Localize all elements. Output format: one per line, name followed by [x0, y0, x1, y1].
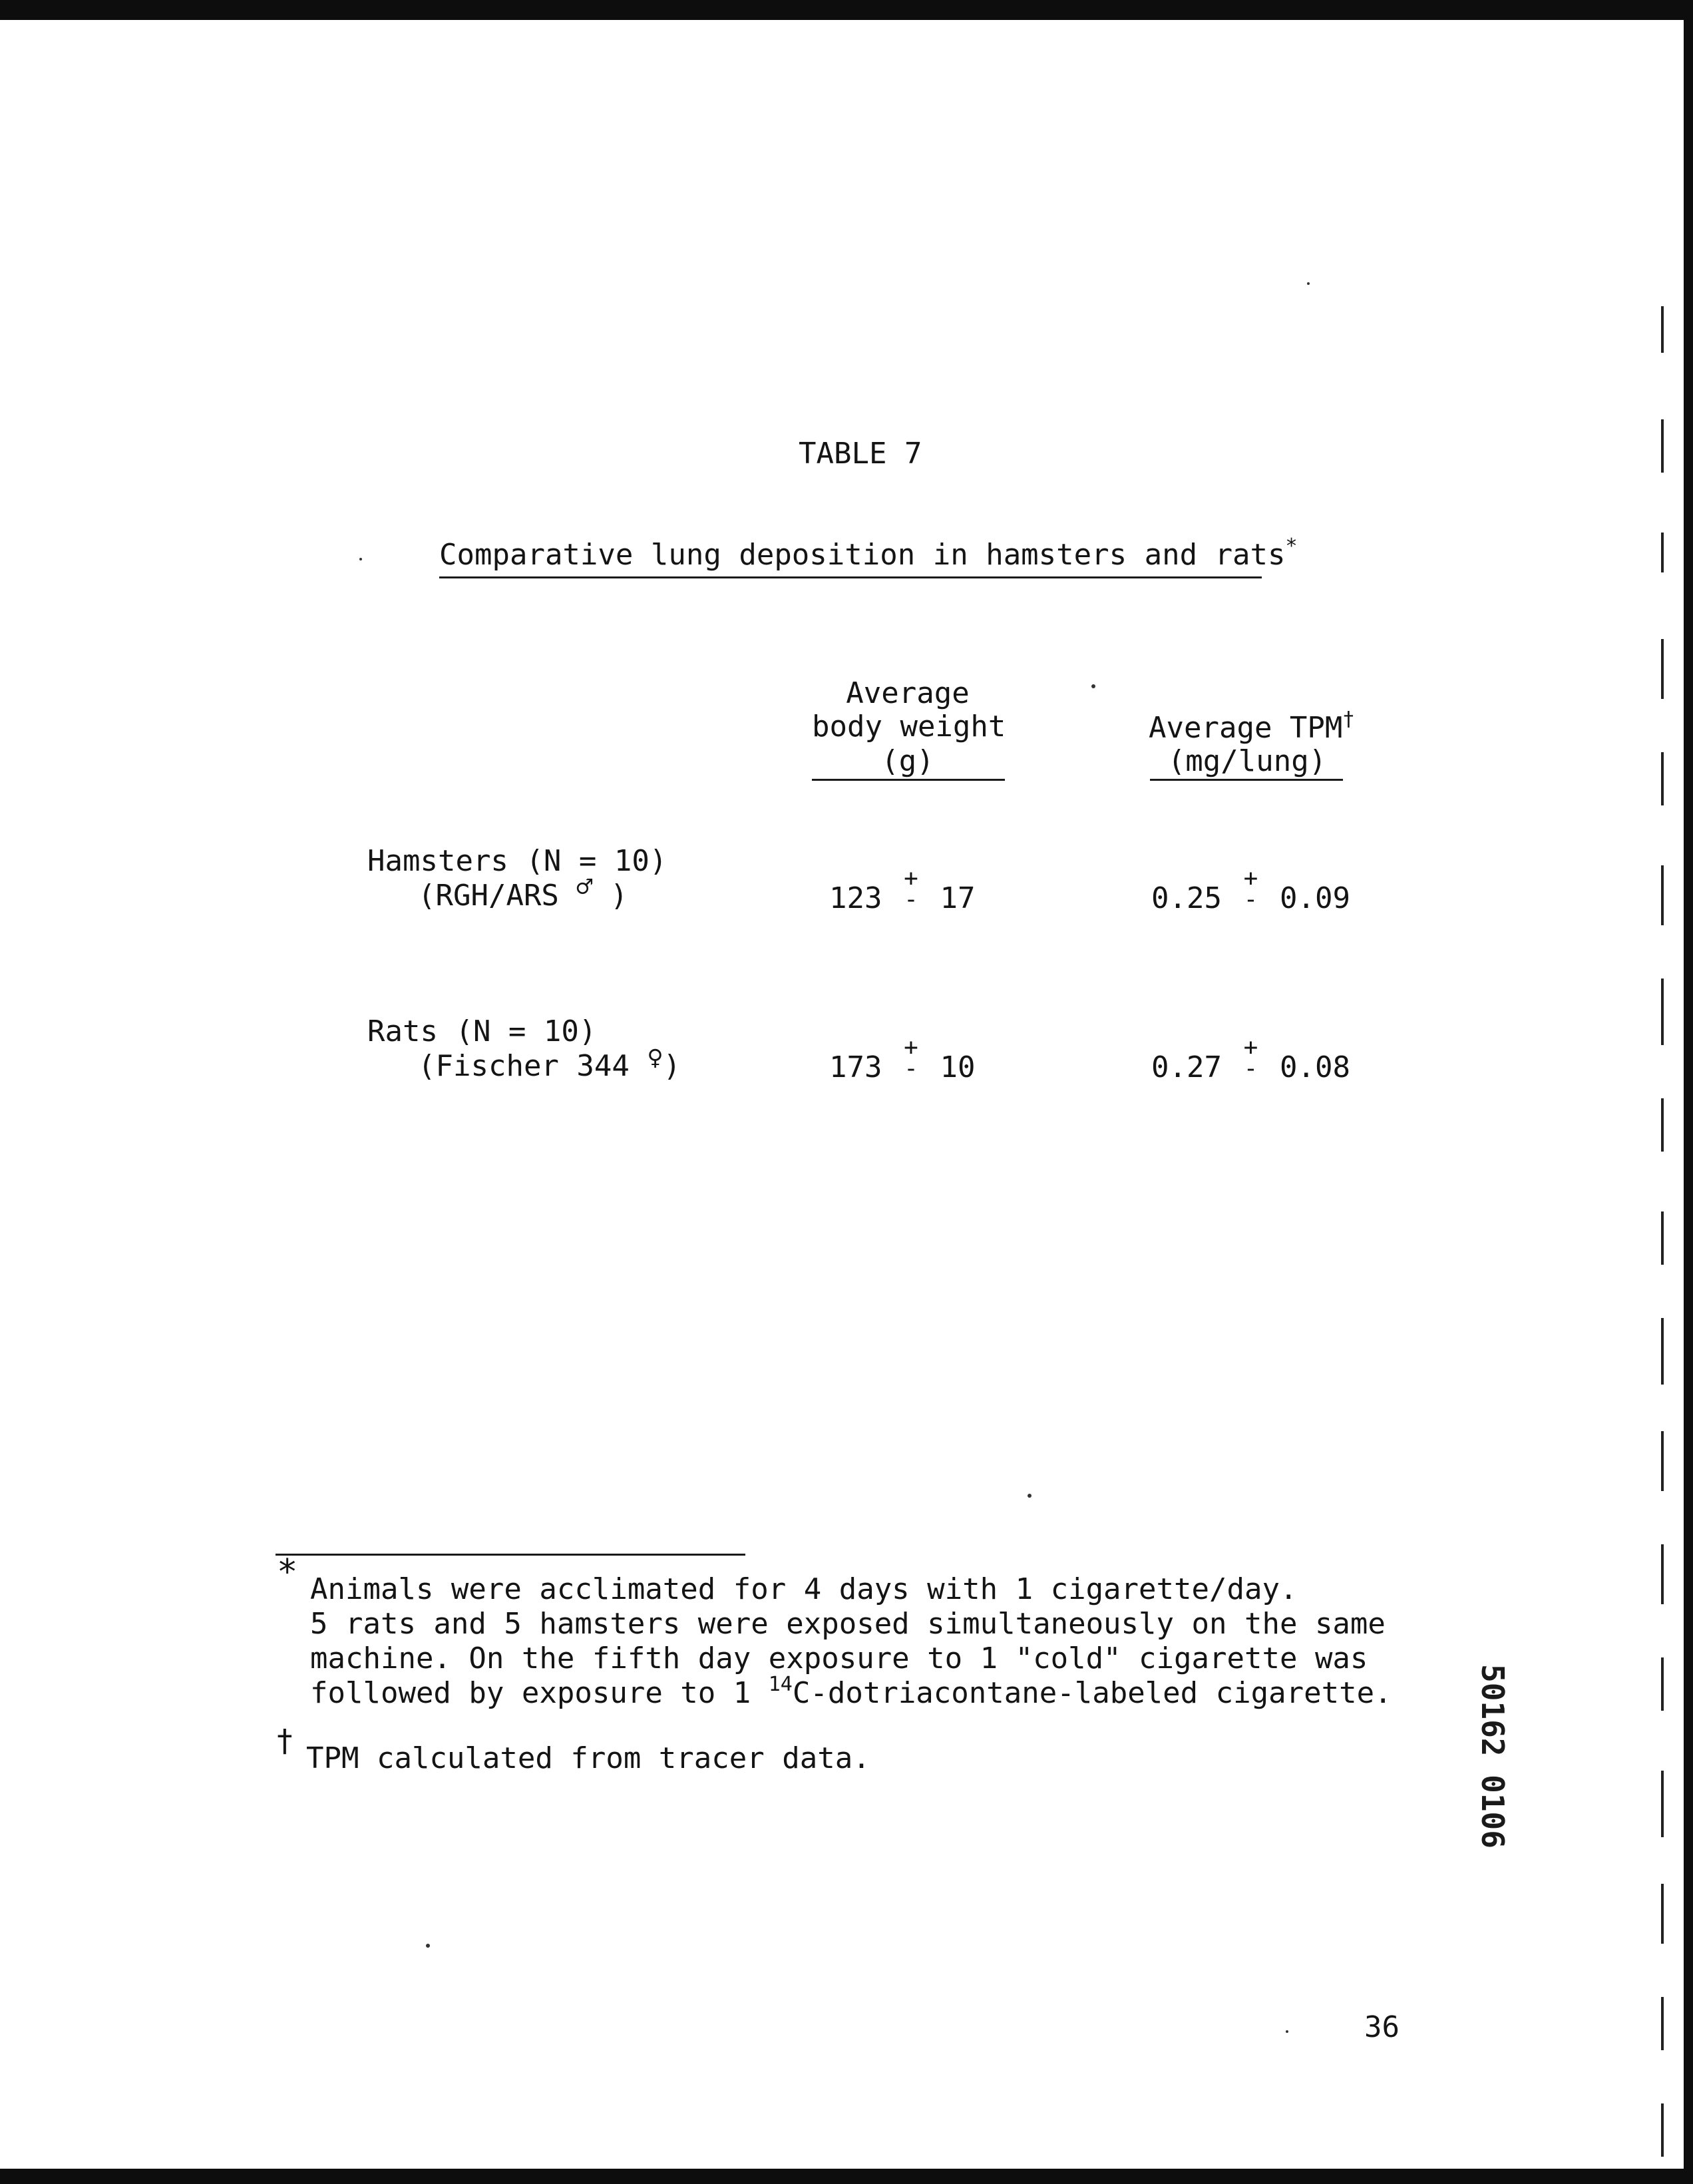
col-header-tpm-text: Average TPM: [1149, 711, 1343, 745]
footnote-star-line4: [310, 1673, 1392, 1710]
row-rats-tpm: [1151, 1034, 1350, 1084]
scan-edge-mark: [1661, 419, 1664, 473]
isotope-superscript: 14: [768, 1673, 793, 1696]
row-hamsters-weight-mean: 123: [829, 881, 882, 915]
scan-edge-mark: [1661, 865, 1664, 925]
row-rats-tpm-mean: 0.27: [1151, 1050, 1222, 1084]
female-symbol-icon: ♀: [647, 1042, 663, 1073]
scan-speck: [1091, 684, 1095, 688]
scan-edge-mark: [1661, 639, 1664, 699]
scan-edge-mark: [1661, 2103, 1664, 2157]
footnote-dagger-mark: †: [276, 1723, 294, 1759]
col-header-weight-underline: [812, 779, 1005, 781]
tpm-footnote-mark: †: [1342, 708, 1355, 731]
col-header-weight-line2: body weight: [812, 710, 1006, 744]
scan-edge-mark: [1661, 979, 1664, 1045]
table-title: TABLE 7: [799, 437, 922, 471]
scan-edge-mark: [1661, 1544, 1664, 1604]
scan-border-bottom: [0, 2169, 1693, 2184]
scan-edge-mark: [1661, 1997, 1664, 2050]
footnote-separator: [276, 1554, 745, 1556]
scan-speck: [1286, 2030, 1288, 2033]
male-symbol-icon: ♂: [576, 872, 593, 903]
row-rats-strain-close: ): [663, 1049, 681, 1083]
scan-edge-mark: [1661, 1657, 1664, 1711]
scan-speck: [1307, 282, 1310, 285]
plus-minus-icon: + -: [1243, 1034, 1258, 1082]
scan-speck: [426, 1944, 430, 1948]
col-header-tpm-underline: [1150, 779, 1343, 781]
footnote-dagger-text: TPM calculated from tracer data.: [306, 1741, 870, 1775]
page-number: 36: [1364, 2010, 1400, 2044]
table-caption-text: Comparative lung deposition in hamsters and rats: [439, 538, 1286, 572]
scan-edge-mark: [1661, 306, 1664, 353]
scan-edge-mark: [1661, 1318, 1664, 1385]
scan-border-right: [1684, 0, 1693, 2184]
row-rats-strain-text: (Fischer 344: [418, 1049, 630, 1083]
scan-edge-mark: [1661, 1771, 1664, 1837]
col-header-tpm-line1: [1149, 708, 1355, 745]
footnote-line4-post: C-dotriacontane-labeled cigarette.: [792, 1676, 1392, 1710]
plus-minus-icon: + -: [1243, 865, 1258, 913]
row-hamsters-strain-close: ): [610, 879, 628, 913]
footnote-star-line3: machine. On the fifth day exposure to 1 "cold" cigarette was: [310, 1641, 1368, 1675]
scan-edge-mark: [1661, 1211, 1664, 1265]
table-caption: [439, 535, 1298, 572]
footnote-star-line1: Animals were acclimated for 4 days with 1 cigarette/day.: [310, 1572, 1298, 1606]
plus-minus-icon: + -: [904, 865, 918, 913]
caption-underline: [439, 576, 1262, 578]
row-rats-tpm-sd: 0.08: [1279, 1050, 1350, 1084]
scan-edge-mark: [1661, 1431, 1664, 1491]
scan-speck: [1028, 1494, 1032, 1498]
row-hamsters-name: Hamsters (N = 10): [367, 844, 667, 878]
row-rats-strain: [418, 1042, 681, 1083]
scan-edge-mark: [1661, 752, 1664, 805]
scan-edge-mark: [1661, 1884, 1664, 1944]
footnote-line4-pre: followed by exposure to 1: [310, 1676, 769, 1710]
row-hamsters-strain: [418, 872, 628, 913]
row-rats-name: Rats (N = 10): [367, 1014, 597, 1048]
row-rats-weight-sd: 10: [940, 1050, 976, 1084]
row-hamsters-tpm: [1151, 865, 1350, 915]
row-rats-weight-mean: 173: [829, 1050, 882, 1084]
row-hamsters-weight: [829, 865, 976, 915]
document-id-stamp: 50162 0106: [1475, 1664, 1511, 1849]
footnote-star-line2: 5 rats and 5 hamsters were exposed simultaneously on the same: [310, 1607, 1386, 1641]
row-rats-weight: [829, 1034, 976, 1084]
plus-minus-icon: + -: [904, 1034, 918, 1082]
scan-border-top: [0, 0, 1693, 20]
scan-edge-mark: [1661, 533, 1664, 572]
col-header-weight-line3: (g): [881, 744, 934, 778]
col-header-weight-line1: Average: [846, 676, 970, 710]
scan-edge-mark: [1661, 1098, 1664, 1152]
row-hamsters-weight-sd: 17: [940, 881, 976, 915]
row-hamsters-tpm-sd: 0.09: [1279, 881, 1350, 915]
row-hamsters-strain-text: (RGH/ARS: [418, 879, 559, 913]
col-header-tpm-line2: (mg/lung): [1167, 744, 1327, 778]
caption-footnote-mark: *: [1285, 535, 1298, 558]
footnote-star-mark: *: [277, 1552, 298, 1592]
row-hamsters-tpm-mean: 0.25: [1151, 881, 1222, 915]
scan-speck: [359, 558, 362, 560]
